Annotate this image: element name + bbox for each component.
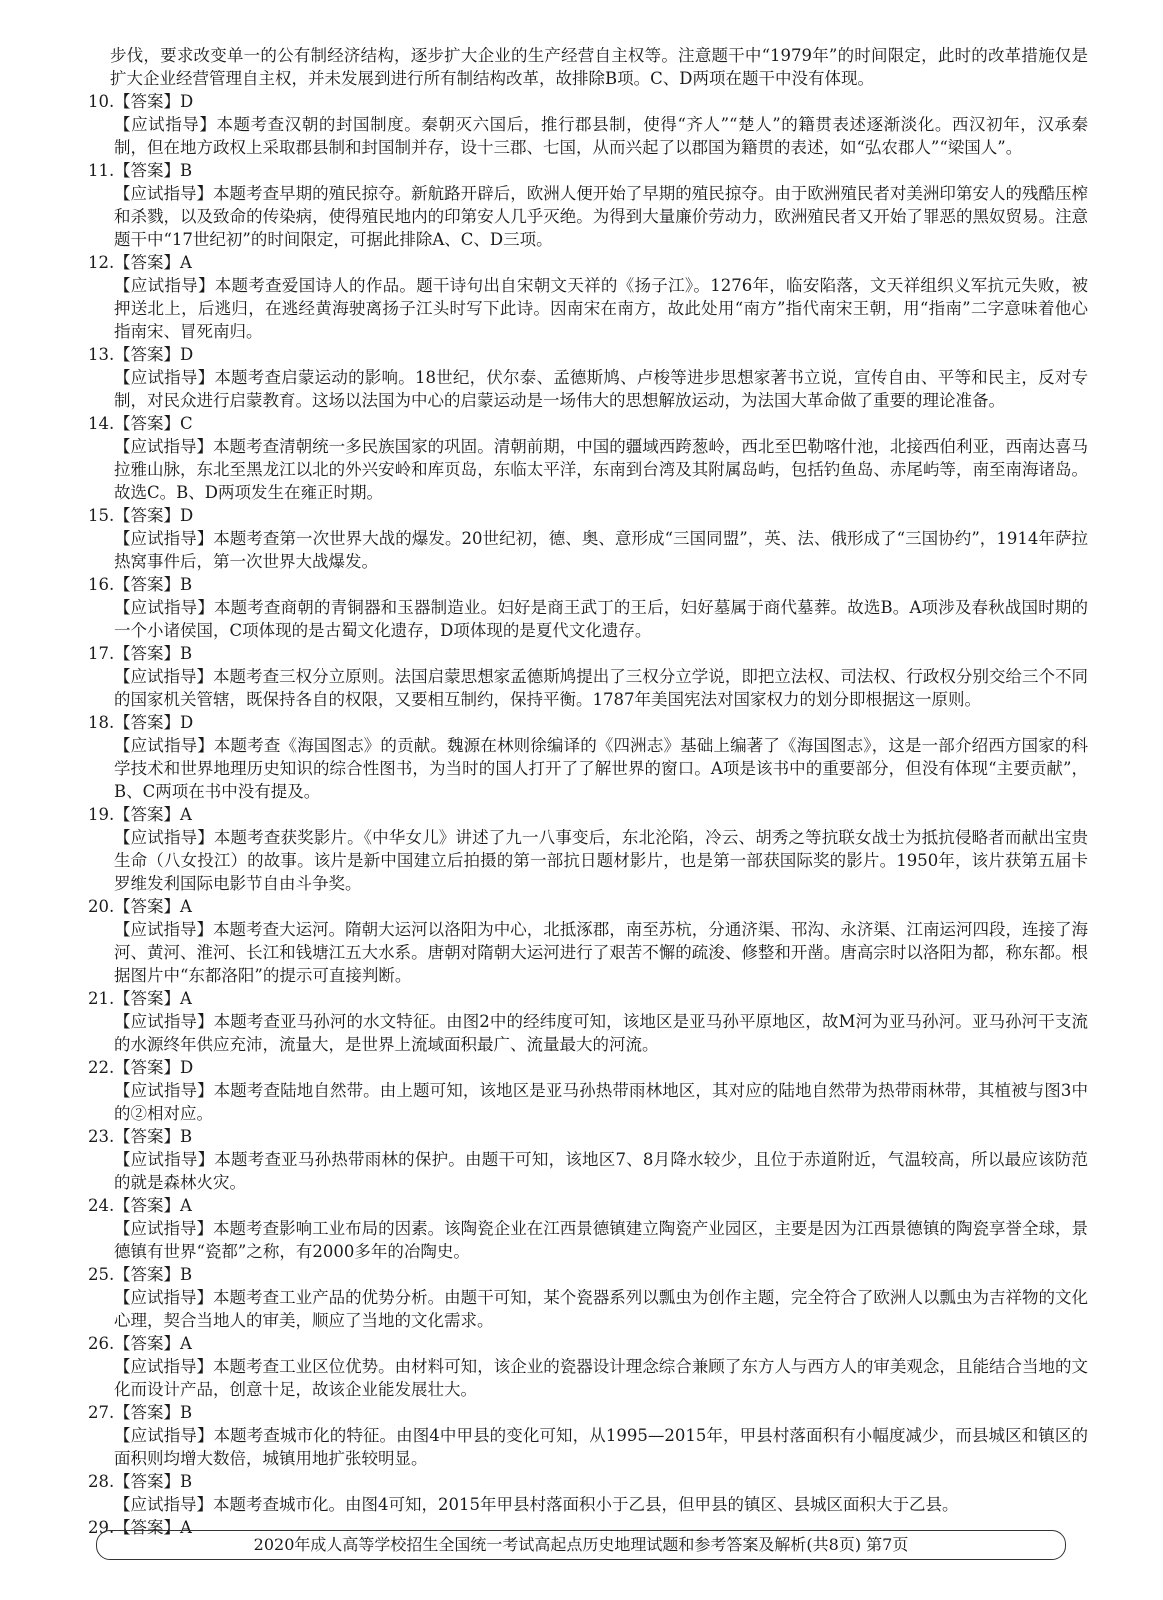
answer-line <box>88 1332 1088 1355</box>
answer-item <box>88 1263 1088 1332</box>
answer-label: 【答案】A <box>114 989 192 1008</box>
answer-item <box>88 1470 1088 1516</box>
explanation-text: 【应试指导】本题考查陆地自然带。由上题可知，该地区是亚马孙热带雨林地区，其对应的陆地自然带为热带雨林带，其植被与图3中的②相对应。 <box>114 1081 1088 1123</box>
answer-label: 【答案】A <box>114 1196 192 1215</box>
question-number: 18. <box>88 713 115 732</box>
answer-label: 【答案】D <box>114 506 194 525</box>
intro-paragraph: 步伐，要求改变单一的公有制经济结构，逐步扩大企业的生产经营自主权等。注意题干中“1979年”的时间限定，此时的改革措施仅是扩大企业经营管理自主权，并未发展到进行所有制结构改革，故排除B项。C、D两项在题干中没有体现。 <box>110 46 1088 88</box>
answer-explanations <box>88 44 1088 1539</box>
answer-line <box>88 1194 1088 1217</box>
explanation-text: 【应试指导】本题考查城市化。由图4可知，2015年甲县村落面积小于乙县，但甲县的镇区、县城区面积大于乙县。 <box>114 1495 959 1514</box>
answer-line <box>88 504 1088 527</box>
explanation-text: 【应试指导】本题考查启蒙运动的影响。18世纪，伏尔泰、孟德斯鸠、卢梭等进步思想家著书立说，宣传自由、平等和民主，反对专制，对民众进行启蒙教育。这场以法国为中心的启蒙运动是一场伟大的思想解放运动，为法国大革命做了重要的理论准备。 <box>114 368 1088 410</box>
answer-label: 【答案】D <box>114 1058 194 1077</box>
page-footer: 2020年成人高等学校招生全国统一考试高起点历史地理试题和参考答案及解析(共8页) 第7页 <box>96 1530 1066 1560</box>
explanation-text: 【应试指导】本题考查影响工业布局的因素。该陶瓷企业在江西景德镇建立陶瓷产业园区，主要是因为江西景德镇的陶瓷享誉全球，景德镇有世界“瓷都”之称，有2000多年的冶陶史。 <box>114 1219 1088 1261</box>
answer-line <box>88 412 1088 435</box>
question-number: 11. <box>88 161 115 180</box>
answer-line <box>88 1263 1088 1286</box>
question-number: 23. <box>88 1127 115 1146</box>
explanation-text: 【应试指导】本题考查清朝统一多民族国家的巩固。清朝前期，中国的疆域西跨葱岭，西北至巴勒喀什池，北接西伯利亚，西南达喜马拉雅山脉，东北至黑龙江以北的外兴安岭和库页岛，东临太平洋，东南到台湾及其附属岛屿，包括钓鱼岛、赤尾屿等，南至南海诸岛。故选C。B、D两项发生在雍正时期。 <box>114 437 1088 502</box>
question-number: 17. <box>88 644 115 663</box>
answer-item <box>88 251 1088 343</box>
answer-item <box>88 573 1088 642</box>
question-number: 12. <box>88 253 115 272</box>
answer-line <box>88 251 1088 274</box>
question-number: 26. <box>88 1334 115 1353</box>
answer-item <box>88 987 1088 1056</box>
question-number: 14. <box>88 414 115 433</box>
answer-item <box>88 1401 1088 1470</box>
question-number: 20. <box>88 897 115 916</box>
question-number: 24. <box>88 1196 115 1215</box>
explanation-text: 【应试指导】本题考查大运河。隋朝大运河以洛阳为中心，北抵涿郡，南至苏杭，分通济渠、邗沟、永济渠、江南运河四段，连接了海河、黄河、淮河、长江和钱塘江五大水系。唐朝对隋朝大运河进行了艰苦不懈的疏浚、修整和开凿。唐高宗时以洛阳为都，称东都。根据图片中“东都洛阳”的提示可直接判断。 <box>114 920 1088 985</box>
question-number: 16. <box>88 575 115 594</box>
answer-label: 【答案】A <box>114 1334 192 1353</box>
answer-line <box>88 90 1088 113</box>
answer-line <box>88 1470 1088 1493</box>
answer-item <box>88 642 1088 711</box>
question-number: 15. <box>88 506 115 525</box>
question-number: 13. <box>88 345 115 364</box>
answer-label: 【答案】B <box>114 575 193 594</box>
answer-line <box>88 987 1088 1010</box>
answer-item <box>88 1332 1088 1401</box>
explanation-text: 【应试指导】本题考查三权分立原则。法国启蒙思想家孟德斯鸠提出了三权分立学说，即把立法权、司法权、行政权分别交给三个不同的国家机关管辖，既保持各自的权限，又要相互制约，保持平衡。1787年美国宪法对国家权力的划分即根据这一原则。 <box>114 667 1088 709</box>
answer-label: 【答案】A <box>114 1518 192 1537</box>
answer-label: 【答案】B <box>114 1265 193 1284</box>
answer-label: 【答案】B <box>114 1403 193 1422</box>
answer-line <box>88 642 1088 665</box>
explanation-text: 【应试指导】本题考查早期的殖民掠夺。新航路开辟后，欧洲人便开始了早期的殖民掠夺。由于欧洲殖民者对美洲印第安人的残酷压榨和杀戮，以及致命的传染病，使得殖民地内的印第安人几乎灭绝。为得到大量廉价劳动力，欧洲殖民者又开始了罪恶的黑奴贸易。注意题干中“17世纪初”的时间限定，可据此排除A、C、D三项。 <box>114 184 1088 249</box>
answer-label: 【答案】A <box>114 897 192 916</box>
answer-item <box>88 504 1088 573</box>
explanation-text: 【应试指导】本题考查工业产品的优势分析。由题干可知，某个瓷器系列以瓢虫为创作主题，完全符合了欧洲人以瓢虫为吉祥物的文化心理，契合当地人的审美，顺应了当地的文化需求。 <box>114 1288 1088 1330</box>
question-number: 29. <box>88 1518 115 1537</box>
answer-label: 【答案】B <box>114 1472 193 1491</box>
answer-list <box>88 90 1088 1539</box>
answer-line <box>88 343 1088 366</box>
answer-item <box>88 343 1088 412</box>
answer-item <box>88 1125 1088 1194</box>
answer-item <box>88 895 1088 987</box>
answer-label: 【答案】B <box>114 644 193 663</box>
explanation-text: 【应试指导】本题考查亚马孙热带雨林的保护。由题干可知，该地区7、8月降水较少，且位于赤道附近，气温较高，所以最应该防范的就是森林火灾。 <box>114 1150 1088 1192</box>
explanation-text: 【应试指导】本题考查商朝的青铜器和玉器制造业。妇好是商王武丁的王后，妇好墓属于商代墓葬。故选B。A项涉及春秋战国时期的一个小诸侯国，C项体现的是古蜀文化遗存，D项体现的是夏代文化遗存。 <box>114 598 1088 640</box>
explanation-text: 【应试指导】本题考查获奖影片。《中华女儿》讲述了九一八事变后，东北沦陷，冷云、胡秀之等抗联女战士为抵抗侵略者而献出宝贵生命（八女投江）的故事。该片是新中国建立后拍摄的第一部抗日题材影片，也是第一部获国际奖的影片。1950年，该片获第五届卡罗维发利国际电影节自由斗争奖。 <box>114 828 1088 893</box>
answer-line <box>88 573 1088 596</box>
answer-line <box>88 803 1088 826</box>
answer-line <box>88 1125 1088 1148</box>
answer-item <box>88 1194 1088 1263</box>
answer-item <box>88 159 1088 251</box>
question-number: 19. <box>88 805 115 824</box>
answer-line <box>88 1401 1088 1424</box>
question-number: 27. <box>88 1403 115 1422</box>
question-number: 28. <box>88 1472 115 1491</box>
answer-line <box>88 711 1088 734</box>
answer-item <box>88 803 1088 895</box>
answer-label: 【答案】D <box>114 92 194 111</box>
answer-item <box>88 412 1088 504</box>
answer-label: 【答案】A <box>114 253 192 272</box>
answer-item <box>88 1056 1088 1125</box>
answer-line <box>88 159 1088 182</box>
answer-label: 【答案】A <box>114 805 192 824</box>
answer-label: 【答案】B <box>114 1127 193 1146</box>
explanation-text: 【应试指导】本题考查汉朝的封国制度。秦朝灭六国后，推行郡县制，使得“齐人”“楚人”的籍贯表述逐渐淡化。西汉初年，汉承秦制，但在地方政权上采取郡县制和封国制并存，设十三郡、七国，从而兴起了以郡国为籍贯的表述，如“弘农郡人”“梁国人”。 <box>114 115 1088 157</box>
question-number: 25. <box>88 1265 115 1284</box>
explanation-text: 【应试指导】本题考查工业区位优势。由材料可知，该企业的瓷器设计理念综合兼顾了东方人与西方人的审美观念，且能结合当地的文化而设计产品，创意十足，故该企业能发展壮大。 <box>114 1357 1088 1399</box>
answer-line <box>88 895 1088 918</box>
answer-label: 【答案】C <box>114 414 193 433</box>
explanation-text: 【应试指导】本题考查城市化的特征。由图4中甲县的变化可知，从1995—2015年，甲县村落面积有小幅度减少，而县城区和镇区的面积则均增大数倍，城镇用地扩张较明显。 <box>114 1426 1088 1468</box>
question-number: 10. <box>88 92 115 111</box>
answer-label: 【答案】D <box>114 345 194 364</box>
explanation-text: 【应试指导】本题考查爱国诗人的作品。题干诗句出自宋朝文天祥的《扬子江》。1276年，临安陷落，文天祥组织义军抗元失败，被押送北上，后逃归，在逃经黄海驶离扬子江头时写下此诗。因南宋在南方，故此处用“南方”指代南宋王朝，用“指南”二字意味着他心指南宋、冒死南归。 <box>114 276 1088 341</box>
answer-line <box>88 1056 1088 1079</box>
explanation-text: 【应试指导】本题考查亚马孙河的水文特征。由图2中的经纬度可知，该地区是亚马孙平原地区，故M河为亚马孙河。亚马孙河干支流的水源终年供应充沛，流量大，是世界上流域面积最广、流量最大的河流。 <box>114 1012 1088 1054</box>
answer-label: 【答案】B <box>114 161 193 180</box>
answer-item <box>88 90 1088 159</box>
answer-item <box>88 711 1088 803</box>
question-number: 21. <box>88 989 115 1008</box>
answer-label: 【答案】D <box>114 713 194 732</box>
question-number: 22. <box>88 1058 115 1077</box>
explanation-text: 【应试指导】本题考查第一次世界大战的爆发。20世纪初，德、奥、意形成“三国同盟”，英、法、俄形成了“三国协约”，1914年萨拉热窝事件后，第一次世界大战爆发。 <box>114 529 1088 571</box>
explanation-text: 【应试指导】本题考查《海国图志》的贡献。魏源在林则徐编译的《四洲志》基础上编著了《海国图志》，这是一部介绍西方国家的科学技术和世界地理历史知识的综合性图书，为当时的国人打开了了解世界的窗口。A项是该书中的重要部分，但没有体现“主要贡献”，B、C两项在书中没有提及。 <box>114 736 1088 801</box>
